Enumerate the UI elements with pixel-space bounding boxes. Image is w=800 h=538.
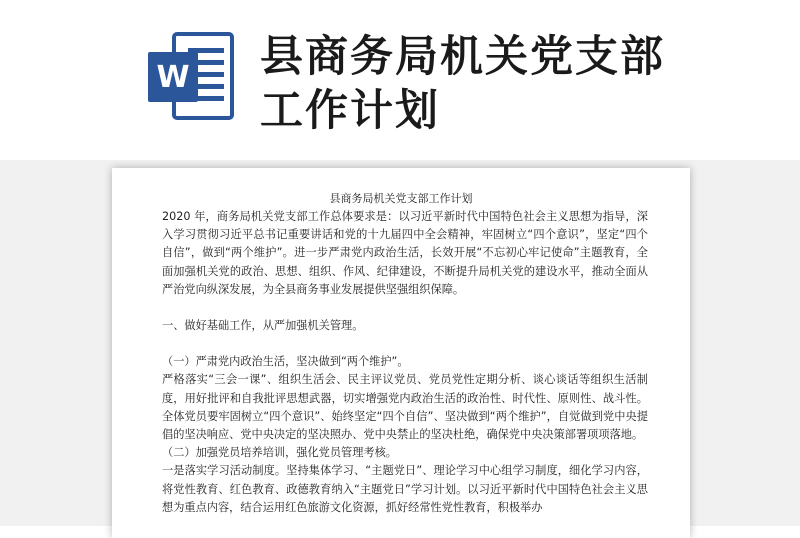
header-banner (0, 0, 800, 160)
page-title (260, 30, 780, 138)
page-title-line-1: 县商务局机关党支部 (260, 32, 665, 82)
word-icon-letter: W (156, 60, 190, 95)
paragraph-subsection-2: 一是落实学习活动制度。坚持集体学习、“主题党日”、理论学习中心组学习制度，细化学习内容，将党性教育、红色教育、政德教育纳入“主题党日”学习计划。以习近平新时代中国特色社会主义思想为重点内容，结合运用红色旅游文化资源，抓好经常性党性教育，积极举办 (162, 464, 648, 514)
document-body (162, 208, 648, 517)
section-heading-1: 一、做好基础工作，从严加强机关管理。 (162, 319, 364, 333)
document-title: 县商务局机关党支部工作计划 (329, 192, 473, 205)
subsection-heading-1: （一）严肃党内政治生活，坚决做到“两个维护”。 (162, 355, 409, 369)
document-page (112, 168, 690, 538)
word-document-icon (144, 30, 236, 122)
subsection-heading-2: （二）加强党员培养培训，强化党员管理考核。 (162, 446, 397, 460)
paragraph-subsection-1: 严格落实“三会一课”、组织生活会、民主评议党员、党员党性定期分析、谈心谈话等组织生活制度，用好批评和自我批评思想武器，切实增强党内政治生活的政治性、时代性、原则性、战斗性。全体党员要牢固树立“四个意识”、始终坚定“四个自信”、坚决做到“两个维护”，自觉做到党中央提倡的坚决响应、党中央决定的坚决照办、党中央禁止的坚决杜绝，确保党中央决策部署项项落地。 (162, 373, 648, 442)
paragraph-intro: 2020 年，商务局机关党支部工作总体要求是：以习近平新时代中国特色社会主义思想为指导，深入学习贯彻习近平总书记重要讲话和党的十九届四中全会精神，牢固树立“四个意识”，坚定“四个自信”，做到“两个维护”。进一步严肃党内政治生活，长效开展“不忘初心牢记使命”主题教育，全面加强机关党的政治、思想、组织、作风、纪律建设，不断提升局机关党的建设水平，推动全面从严治党向纵深发展，为全县商务事业发展提供坚强组织保障。 (162, 210, 648, 296)
page-title-line-2: 工作计划 (260, 86, 440, 136)
